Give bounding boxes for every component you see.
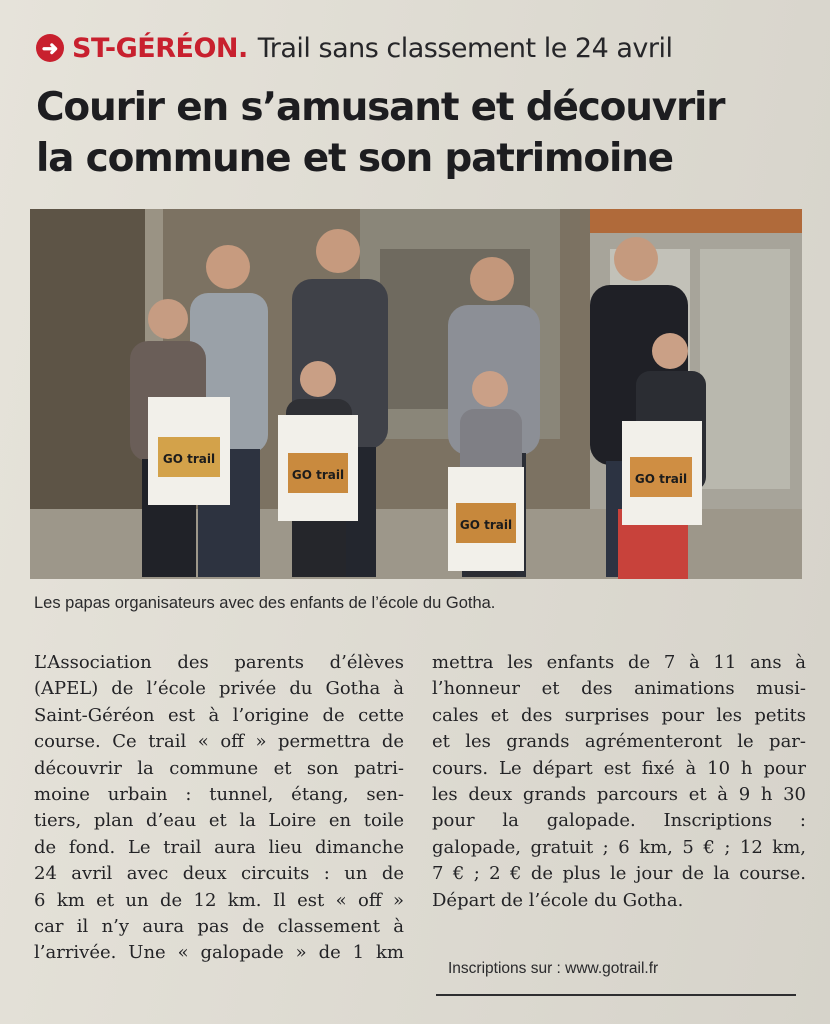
article-line: car il n’y aura pas de classement à [34, 916, 404, 938]
footer-rule [436, 994, 796, 996]
registration-footer: Inscriptions sur : www.gotrail.fr [448, 960, 659, 977]
headline [36, 82, 796, 184]
photo-caption: Les papas organisateurs avec des enfants de l’école du Gotha. [34, 594, 496, 612]
article-line: et les grands agrémenteront le par- [432, 731, 806, 753]
article-line: 6 km et un de 12 km. Il est « off » [34, 889, 404, 911]
article-line: L’Association des parents d’élèves [34, 652, 404, 673]
article-line: les deux grands parcours et à 9 h 30 [432, 784, 806, 806]
article-line: (APEL) de l’école privée du Gotha à [34, 678, 404, 700]
article-line: pour la galopade. Inscriptions : [432, 810, 806, 832]
kicker-subtitle: Trail sans classement le 24 avril [257, 32, 673, 64]
group-photo-image [30, 209, 802, 579]
article-line: Départ de l’école du Gotha. [432, 889, 684, 911]
article-line: découvrir la commune et son patri- [34, 757, 404, 779]
article-line: l’arrivée. Une « galopade » de 1 km [34, 942, 404, 964]
article-line: cours. Le départ est fixé à 10 h pour [432, 757, 806, 779]
article-line: Saint-Géréon est à l’origine de cette [34, 704, 404, 726]
article-line: tiers, plan d’eau et la Loire en toile [34, 810, 404, 832]
article-line: cales et des surprises pour les petits [432, 704, 806, 726]
article-column-2 [432, 650, 806, 914]
headline-line: Courir en s’amusant et découvrir [36, 85, 725, 130]
article-line: 7 € ; 2 € de plus le jour de la course. [432, 863, 806, 885]
poster-text: GO trail [162, 452, 216, 466]
article-line: galopade, gratuit ; 6 km, 5 € ; 12 km, [432, 836, 806, 858]
article-line: 24 avril avec deux circuits : un de [34, 863, 404, 885]
article-line: moine urbain : tunnel, étang, sen- [34, 784, 404, 806]
article-line: l’honneur et des animations musi- [432, 678, 806, 700]
poster-text: GO trail [634, 472, 688, 486]
article-line: mettra les enfants de 7 à 11 ans à [432, 652, 806, 673]
article-line: course. Ce trail « off » permettra de [34, 731, 404, 753]
arrow-right-circle-icon: ➜ [36, 34, 64, 62]
article-line: de fond. Le trail aura lieu dimanche [34, 836, 404, 858]
kicker [36, 26, 672, 70]
kicker-place: ST-GÉRÉON. [72, 32, 248, 64]
poster-text: GO trail [459, 518, 513, 532]
poster-text: GO trail [291, 468, 345, 482]
group-photo [30, 209, 802, 579]
article-column-1 [34, 650, 404, 967]
headline-line: la commune et son patrimoine [36, 136, 673, 181]
